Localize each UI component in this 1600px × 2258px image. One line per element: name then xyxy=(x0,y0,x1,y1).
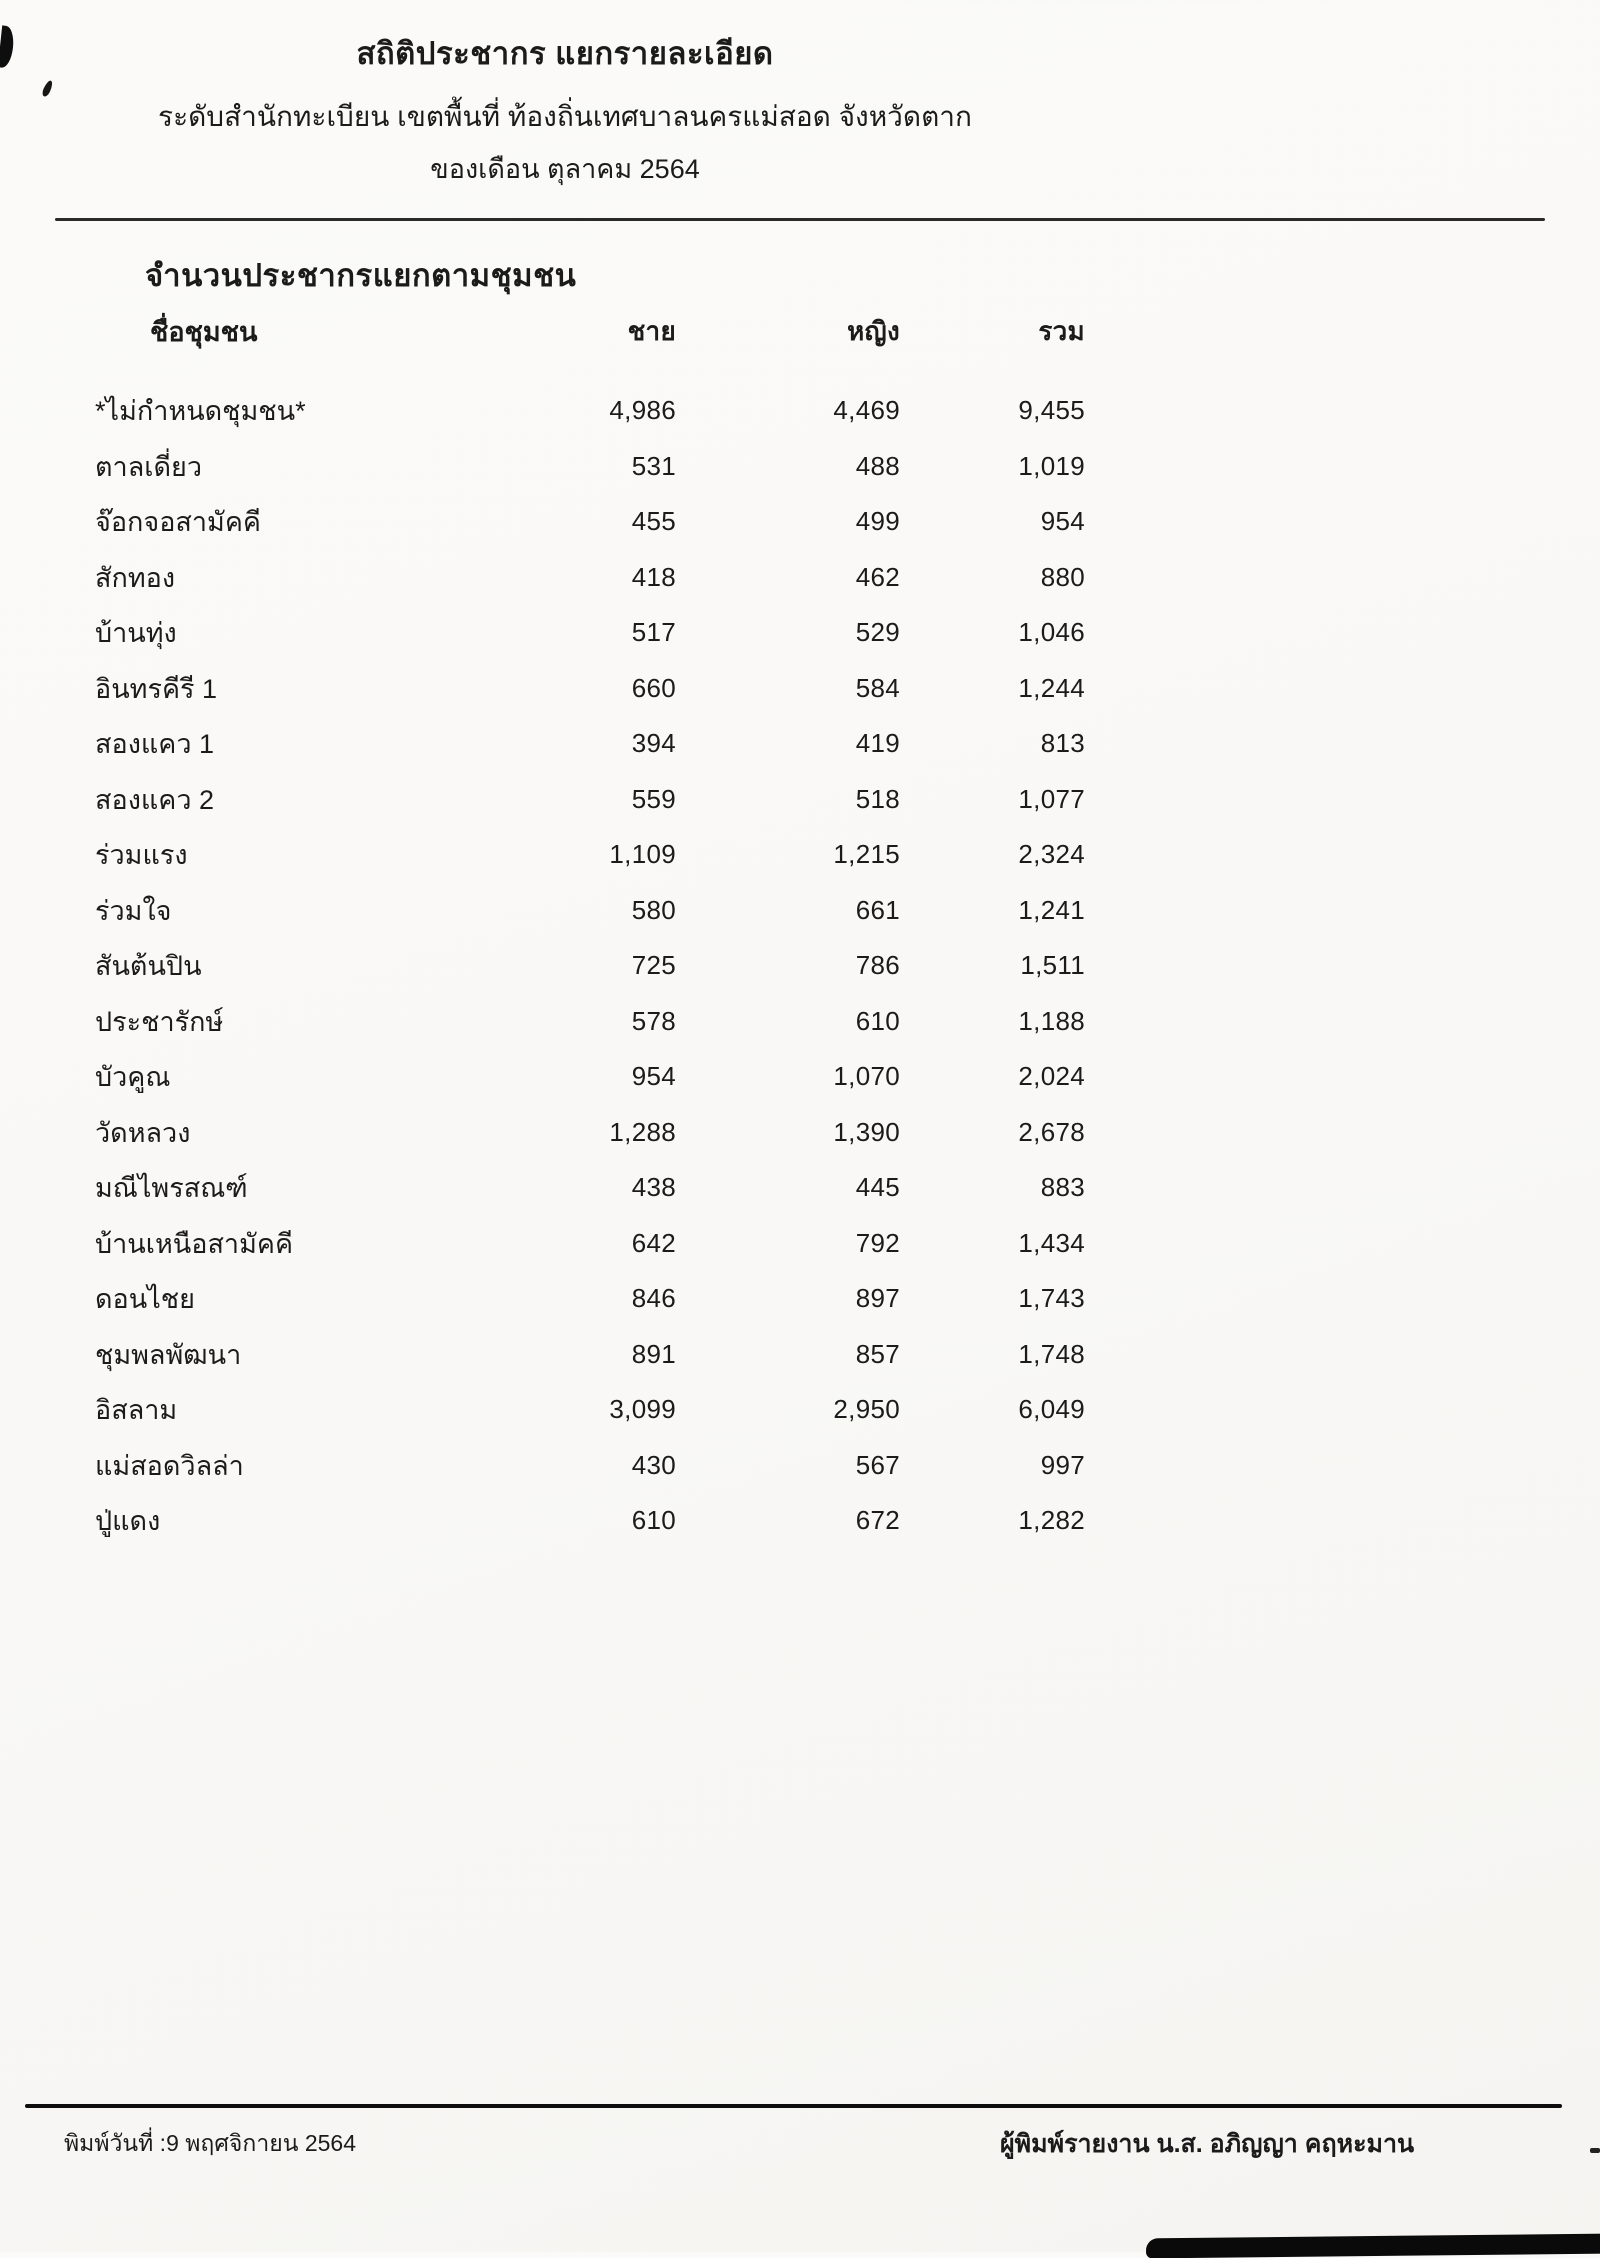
count-total: 1,244 xyxy=(1018,672,1085,703)
community-name: จ๊อกจอสามัคคี xyxy=(95,507,261,538)
count-total: 1,188 xyxy=(1018,1005,1085,1036)
count-male: 455 xyxy=(631,506,676,537)
community-name: ร่วมใจ xyxy=(95,895,172,926)
community-name: วัดหลวง xyxy=(95,1117,191,1148)
table-row xyxy=(95,1160,1085,1216)
count-male: 610 xyxy=(631,1505,676,1536)
community-name: สองแคว 1 xyxy=(95,729,215,760)
count-male: 891 xyxy=(631,1338,676,1369)
report-subtitle: ระดับสำนักทะเบียน เขตพื้นที่ ท้องถิ่นเทศบาลนครแม่สอด จังหวัดตาก xyxy=(158,101,972,132)
count-male: 725 xyxy=(631,950,676,981)
table-row xyxy=(95,772,1085,828)
count-total: 1,077 xyxy=(1018,783,1085,814)
count-male: 1,288 xyxy=(609,1116,676,1147)
community-name: อินทรคีรี 1 xyxy=(95,673,218,704)
community-name: มณีไพรสณฑ์ xyxy=(95,1173,248,1204)
table-row xyxy=(95,883,1085,939)
count-total: 813 xyxy=(1040,728,1085,759)
community-name: ดอนไชย xyxy=(95,1284,195,1315)
count-female: 419 xyxy=(855,728,900,759)
count-total: 1,019 xyxy=(1018,450,1085,481)
column-header-female: หญิง xyxy=(847,315,900,346)
count-female: 792 xyxy=(855,1227,900,1258)
count-female: 488 xyxy=(855,450,900,481)
table-header xyxy=(95,308,1085,354)
count-male: 1,109 xyxy=(609,839,676,870)
count-male: 846 xyxy=(631,1283,676,1314)
report-header xyxy=(0,28,1130,190)
count-total: 6,049 xyxy=(1018,1394,1085,1425)
count-total: 2,024 xyxy=(1018,1061,1085,1092)
count-total: 1,241 xyxy=(1018,894,1085,925)
table-row xyxy=(95,716,1085,772)
count-total: 9,455 xyxy=(1018,395,1085,426)
table-row xyxy=(95,439,1085,495)
count-total: 883 xyxy=(1040,1172,1085,1203)
community-name: ตาลเดี่ยว xyxy=(95,451,202,482)
table-row xyxy=(95,994,1085,1050)
count-female: 610 xyxy=(855,1005,900,1036)
count-female: 499 xyxy=(855,506,900,537)
count-female: 584 xyxy=(855,672,900,703)
count-female: 567 xyxy=(855,1449,900,1480)
column-header-community: ชื่อชุมชน xyxy=(150,316,258,347)
count-total: 1,511 xyxy=(1020,950,1085,981)
count-female: 1,215 xyxy=(833,839,900,870)
count-male: 438 xyxy=(631,1172,676,1203)
table-row xyxy=(95,1216,1085,1272)
table-row xyxy=(95,1438,1085,1494)
scan-artifact-edge xyxy=(1590,2148,1600,2153)
scan-artifact-bottom-right xyxy=(1146,2234,1600,2258)
count-female: 857 xyxy=(855,1338,900,1369)
divider-top xyxy=(55,218,1545,221)
count-male: 954 xyxy=(631,1061,676,1092)
count-female: 518 xyxy=(855,783,900,814)
table-row xyxy=(95,494,1085,550)
count-male: 4,986 xyxy=(609,395,676,426)
community-name: บ้านทุ่ง xyxy=(95,618,177,649)
column-header-total: รวม xyxy=(1038,315,1085,346)
community-name: อิสลาม xyxy=(95,1395,178,1426)
column-header-male: ชาย xyxy=(627,315,676,346)
count-female: 4,469 xyxy=(833,395,900,426)
count-total: 2,324 xyxy=(1018,839,1085,870)
count-male: 418 xyxy=(631,561,676,592)
community-name: ชุมพลพัฒนา xyxy=(95,1339,242,1370)
count-total: 1,434 xyxy=(1018,1227,1085,1258)
table-row xyxy=(95,1382,1085,1438)
count-male: 430 xyxy=(631,1449,676,1480)
table-row xyxy=(95,550,1085,606)
count-female: 897 xyxy=(855,1283,900,1314)
table-row xyxy=(95,827,1085,883)
community-name: สันต้นปิน xyxy=(95,951,202,982)
report-period: ของเดือน ตุลาคม 2564 xyxy=(430,154,700,184)
table-body xyxy=(95,383,1085,1549)
table-row xyxy=(95,1105,1085,1161)
community-name: ปู่แดง xyxy=(95,1506,161,1537)
count-female: 529 xyxy=(855,617,900,648)
community-name: สองแคว 2 xyxy=(95,784,215,815)
count-female: 672 xyxy=(855,1505,900,1536)
count-male: 531 xyxy=(631,450,676,481)
count-male: 517 xyxy=(631,617,676,648)
count-male: 3,099 xyxy=(609,1394,676,1425)
report-title: สถิติประชากร แยกรายละเอียด xyxy=(356,36,774,71)
community-name: บ้านเหนือสามัคคี xyxy=(95,1228,294,1259)
table-row xyxy=(95,661,1085,717)
count-male: 578 xyxy=(631,1005,676,1036)
table-row xyxy=(95,1049,1085,1105)
count-female: 786 xyxy=(855,950,900,981)
count-total: 954 xyxy=(1040,506,1085,537)
count-total: 1,748 xyxy=(1018,1338,1085,1369)
count-female: 1,390 xyxy=(833,1116,900,1147)
footer-print-date: พิมพ์วันที่ :9 พฤศจิกายน 2564 xyxy=(64,2130,357,2156)
table-row xyxy=(95,605,1085,661)
count-male: 660 xyxy=(631,672,676,703)
count-female: 661 xyxy=(855,894,900,925)
count-total: 1,743 xyxy=(1018,1283,1085,1314)
community-name: *ไม่กำหนดชุมชน* xyxy=(95,396,306,427)
count-total: 2,678 xyxy=(1018,1116,1085,1147)
count-male: 394 xyxy=(631,728,676,759)
count-male: 580 xyxy=(631,894,676,925)
count-female: 462 xyxy=(855,561,900,592)
count-total: 880 xyxy=(1040,561,1085,592)
section-heading: จำนวนประชากรแยกตามชุมชน xyxy=(145,258,577,293)
divider-bottom xyxy=(25,2104,1562,2108)
community-name: ประชารักษ์ xyxy=(95,1006,224,1037)
count-total: 1,046 xyxy=(1018,617,1085,648)
count-female: 1,070 xyxy=(833,1061,900,1092)
count-male: 559 xyxy=(631,783,676,814)
count-total: 997 xyxy=(1040,1449,1085,1480)
count-total: 1,282 xyxy=(1018,1505,1085,1536)
community-name: บัวคูณ xyxy=(95,1062,171,1093)
community-name: สักทอง xyxy=(95,562,176,593)
community-name: ร่วมแรง xyxy=(95,840,188,871)
table-row xyxy=(95,1271,1085,1327)
table-row xyxy=(95,383,1085,439)
count-female: 2,950 xyxy=(833,1394,900,1425)
table-row xyxy=(95,1493,1085,1549)
table-row xyxy=(95,938,1085,994)
count-female: 445 xyxy=(855,1172,900,1203)
count-male: 642 xyxy=(631,1227,676,1258)
footer-printed-by: ผู้พิมพ์รายงาน น.ส. อภิญญา คฤหะมาน xyxy=(1000,2130,1415,2158)
table-row xyxy=(95,1327,1085,1383)
community-name: แม่สอดวิลล่า xyxy=(95,1450,244,1481)
